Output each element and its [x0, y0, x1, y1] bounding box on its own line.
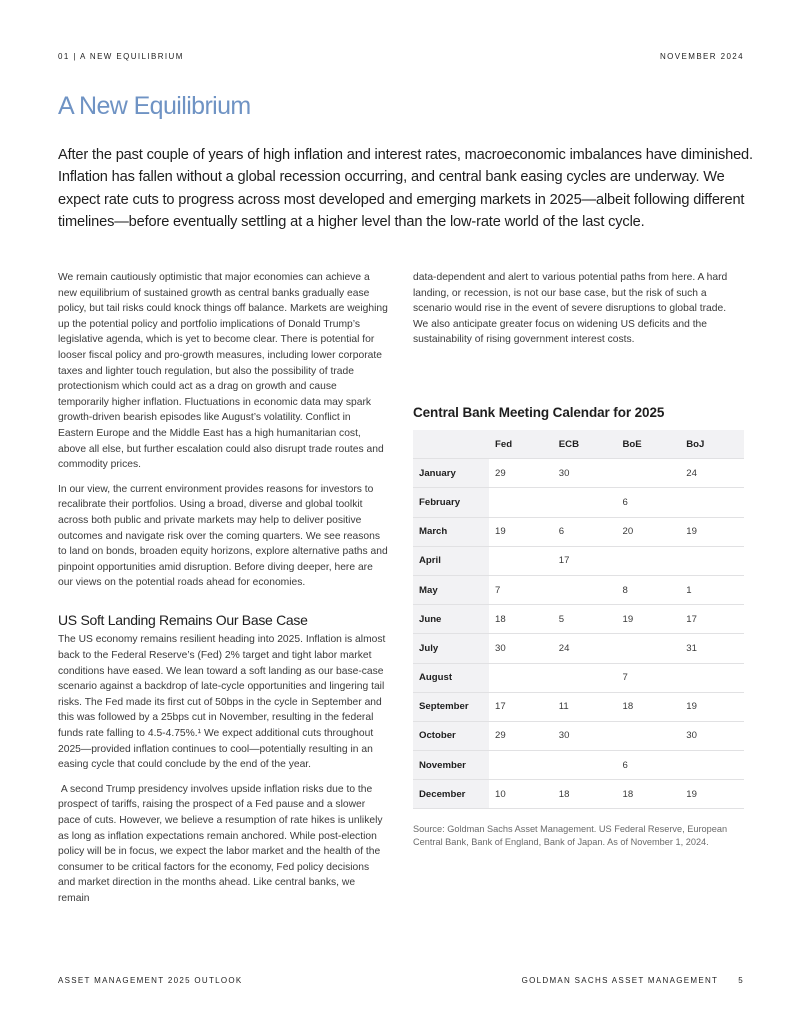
ecb-date — [553, 488, 617, 517]
boj-date: 1 — [680, 575, 744, 604]
boj-date — [680, 663, 744, 692]
month-label: November — [413, 751, 489, 780]
fed-date: 10 — [489, 780, 553, 809]
fed-date: 29 — [489, 721, 553, 750]
boj-date: 24 — [680, 459, 744, 488]
boe-date: 6 — [617, 751, 681, 780]
table-row — [413, 488, 744, 517]
table-row — [413, 663, 744, 692]
column-header-boj: BoJ — [680, 430, 744, 459]
footer-publisher: GOLDMAN SACHS ASSET MANAGEMENT — [521, 976, 719, 985]
month-label: April — [413, 546, 489, 575]
boe-date: 18 — [617, 780, 681, 809]
footer-publication: ASSET MANAGEMENT 2025 OUTLOOK — [58, 976, 243, 985]
boj-date: 30 — [680, 721, 744, 750]
fed-date: 19 — [489, 517, 553, 546]
table-row — [413, 634, 744, 663]
fed-date: 7 — [489, 575, 553, 604]
fed-date — [489, 751, 553, 780]
ecb-date — [553, 575, 617, 604]
ecb-date — [553, 751, 617, 780]
boe-date: 7 — [617, 663, 681, 692]
boj-date — [680, 488, 744, 517]
table-header-row — [413, 430, 744, 459]
month-label: October — [413, 721, 489, 750]
month-label: July — [413, 634, 489, 663]
boe-date: 18 — [617, 692, 681, 721]
running-head-section: 01 | A NEW EQUILIBRIUM — [58, 52, 184, 61]
ecb-date: 30 — [553, 721, 617, 750]
page-title: A New Equilibrium — [58, 92, 251, 120]
boe-date: 6 — [617, 488, 681, 517]
table-source-note: Source: Goldman Sachs Asset Management. US Federal Reserve, European Central Bank, Bank of England, Bank of Japan. As of November 1, 2024. — [413, 824, 728, 847]
month-label: March — [413, 517, 489, 546]
table-row — [413, 692, 744, 721]
body-paragraph: The US economy remains resilient heading into 2025. Inflation is almost back to the Federal Reserve’s (Fed) 2% target and tight labor market conditions have eased. We lean toward a soft landing as our base-case scenario against a backdrop of late-cycle opportunities and lingering tail risks. The Fed made its first cut of 50bps in the cycle in September and this was followed by a 25bps cut in November, resulting in the federal funds rate falling to 4.5-4.75%.¹ We expect additional cuts throughout 2025—provided inflation continues to cool—potentially resulting in an easing cycle that could conclude by the end of the year. — [58, 634, 386, 771]
fed-date: 18 — [489, 605, 553, 634]
column-header — [413, 430, 489, 459]
page-number: 5 — [738, 976, 744, 985]
fed-date: 30 — [489, 634, 553, 663]
fed-date: 29 — [489, 459, 553, 488]
fed-date — [489, 663, 553, 692]
month-label: September — [413, 692, 489, 721]
body-paragraph: In our view, the current environment provides reasons for investors to recalibrate their portfolios. Using a broad, diverse and global toolkit across both public and private markets may help to deliver positive outcomes and navigate risk over the coming quarters. We see reasons to land on bonds, broaden equity horizons, explore alternative paths and pinpoint opportunities amid disruption. Before diving deeper, here are our views on the potential roads ahead for economies. — [58, 483, 388, 589]
lede-paragraph: After the past couple of years of high inflation and interest rates, macroeconomic imbalances have diminished. Inflation has fallen without a global recession occurring, and central bank easing cycles are underway. We expect rate cuts to progress across most developed and emerging markets in 2025—albeit following different timelines—before eventually settling at a higher level than the low-rate world of the last cycle. — [58, 147, 753, 230]
body-paragraph: A second Trump presidency involves upside inflation risks due to the prospect of tariffs, raising the prospect of a Fed pause and a slower pace of cuts. However, we believe a resumption of rate hikes is unlikely as long as inflation expectations remain anchored. While post-election policy will be in focus, we expect the labor market and the health of the consumer to be critical factors for the economy, Fed policy decisions and market direction in the months ahead. Like central banks, we remain — [58, 783, 383, 904]
body-paragraph: We remain cautiously optimistic that major economies can achieve a new equilibrium of sustained growth as central banks gradually ease policy, but tail risks could knock things off balance. Markets are weighing up the potential policy and portfolio implications of Donald Trump’s legislative agenda, which is yet to become clear. There is potential for looser fiscal policy and pro-growth measures, including lower corporate taxes and lighter touch regulation, but also the possibility of trade protectionism which could act as a drag on growth and cause temporarily higher inflation. Fluctuations in economic data may spark growth-driven bearish episodes like August’s volatility. Conflict in Eastern Europe and the Middle East has a high humanitarian cost, above all else, but further escalation could also disrupt trade routes and commodity prices. — [58, 272, 388, 471]
column-header-boe: BoE — [617, 430, 681, 459]
boe-date — [617, 459, 681, 488]
boe-date: 20 — [617, 517, 681, 546]
fed-date — [489, 488, 553, 517]
fed-date: 17 — [489, 692, 553, 721]
section-heading: US Soft Landing Remains Our Base Case — [58, 611, 308, 628]
boe-date — [617, 721, 681, 750]
month-label: February — [413, 488, 489, 517]
table-title: Central Bank Meeting Calendar for 2025 — [413, 405, 665, 420]
running-head-date: NOVEMBER 2024 — [659, 52, 744, 61]
boe-date — [617, 634, 681, 663]
ecb-date: 30 — [553, 459, 617, 488]
month-label: August — [413, 663, 489, 692]
table-row — [413, 575, 744, 604]
month-label: December — [413, 780, 489, 809]
boe-date: 19 — [617, 605, 681, 634]
boj-date: 17 — [680, 605, 744, 634]
boj-date: 19 — [680, 692, 744, 721]
ecb-date — [553, 663, 617, 692]
month-label: May — [413, 575, 489, 604]
ecb-date: 17 — [553, 546, 617, 575]
body-paragraph: data-dependent and alert to various potential paths from here. A hard landing, or recession, is not our base case, but the risk of such a scenario would rise in the event of severe disruptions to global trade. We also anticipate greater focus on widening US deficits and the sustainability of rising government interest costs. — [413, 272, 728, 346]
boj-date: 31 — [680, 634, 744, 663]
table-row — [413, 780, 744, 809]
month-label: January — [413, 459, 489, 488]
table-row — [413, 751, 744, 780]
table-row — [413, 721, 744, 750]
column-header-ecb: ECB — [553, 430, 617, 459]
column-header-fed: Fed — [489, 430, 553, 459]
ecb-date: 18 — [553, 780, 617, 809]
boj-date: 19 — [680, 517, 744, 546]
table-row — [413, 605, 744, 634]
month-label: June — [413, 605, 489, 634]
boj-date — [680, 751, 744, 780]
table-row — [413, 517, 744, 546]
footer-right — [522, 976, 744, 985]
central-bank-calendar-table — [413, 430, 744, 809]
boe-date — [617, 546, 681, 575]
left-column — [58, 270, 388, 916]
table-row — [413, 459, 744, 488]
boe-date: 8 — [617, 575, 681, 604]
boj-date — [680, 546, 744, 575]
ecb-date: 11 — [553, 692, 617, 721]
table-row — [413, 546, 744, 575]
ecb-date: 6 — [553, 517, 617, 546]
right-column — [413, 270, 743, 357]
ecb-date: 5 — [553, 605, 617, 634]
boj-date: 19 — [680, 780, 744, 809]
ecb-date: 24 — [553, 634, 617, 663]
fed-date — [489, 546, 553, 575]
